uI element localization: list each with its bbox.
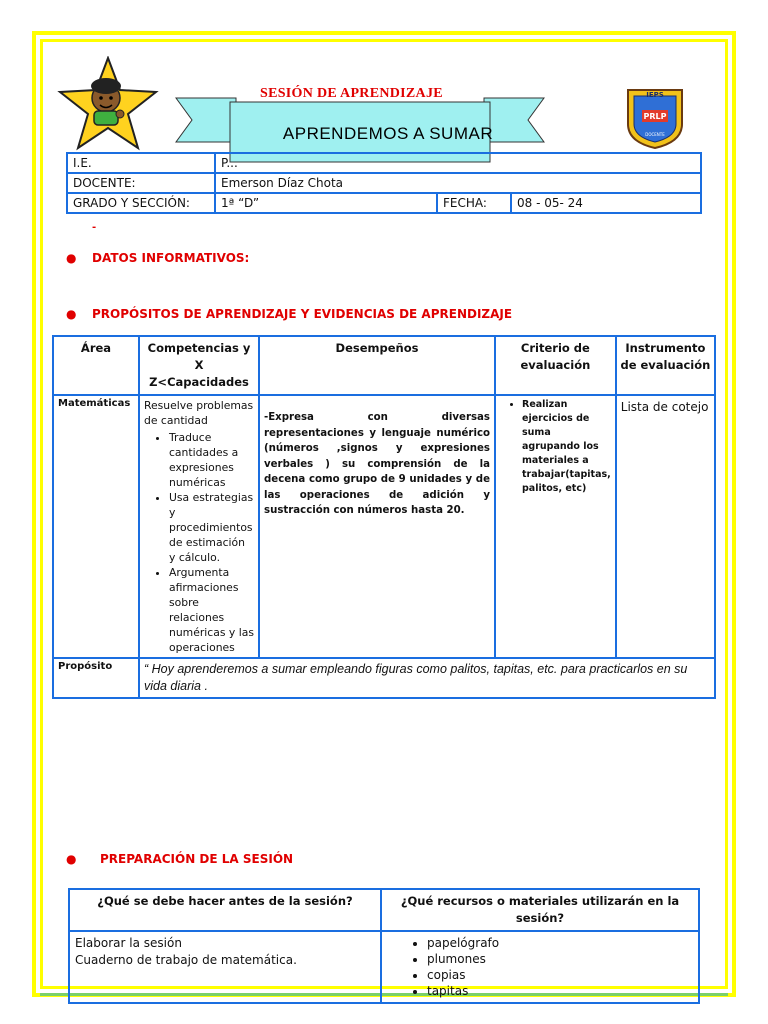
section-propositos-label: PROPÓSITOS DE APRENDIZAJE Y EVIDENCIAS DE APRENDIZAJE [92,307,513,321]
proposito-label: Propósito [53,658,139,698]
school-crest-logo [622,86,688,150]
capacidad-item: • Usa estrategias y procedimientos de estimación y cálculo. [169,490,254,565]
fecha-value: 08 - 05- 24 [511,193,701,213]
header-materials: ¿Qué recursos o materiales utilizarán en la sesión? [381,889,699,931]
before-cell [69,931,381,1003]
section-datos-label: DATOS INFORMATIVOS: [92,251,250,265]
dash-mark: - [92,222,97,233]
docente-label: DOCENTE: [67,173,215,193]
bullet-icon: ● [66,251,77,265]
materials-list [387,935,693,999]
criterio-list [500,398,611,496]
grado-label: GRADO Y SECCIÓN: [67,193,215,213]
criterio-cell [495,395,616,658]
header-before: ¿Qué se debe hacer antes de la sesión? [69,889,381,931]
crest-mid-text: PRLP [643,112,667,121]
before-item: Elaborar la sesión [75,936,182,950]
desempeno-cell [259,395,495,658]
area-cell: Matemáticas [53,395,139,658]
fecha-label: FECHA: [437,193,511,213]
header-instrumento: Instrumento de evaluación [616,336,715,395]
section-propositos [66,307,513,321]
capacidad-item: • Traduce cantidades a expresiones numéricas [169,430,254,490]
session-title: SESIÓN DE APRENDIZAJE [260,86,443,101]
section-preparacion-label: PREPARACIÓN DE LA SESIÓN [100,852,294,866]
material-item: • tapitas [427,983,693,999]
bullet-icon: ● [66,852,77,866]
material-item: • copias [427,967,693,983]
preparation-table [68,888,700,1004]
ie-value: P... [215,153,701,173]
section-datos [66,251,250,265]
competencias-cell [139,395,259,658]
desempeno-text: -Expresa con diversas representaciones y lenguaje numérico (números ,signos y expresiones verbales ) su comprensión de la decena como grupo de 9 unidades y de las operaciones de adición y sustracción con números hasta 20. [264,412,490,516]
capacidades-list [144,430,254,655]
bullet-icon: ● [66,307,77,321]
header-competencias: Competencias y X Z<Capacidades [139,336,259,395]
header-desempenos: Desempeños [259,336,495,395]
info-table [66,152,702,214]
material-item: • papelógrafo [427,935,693,951]
capacidad-item: • Argumenta afirmaciones sobre relaciones numéricas y las operaciones [169,565,254,655]
header-criterio: Criterio de evaluación [495,336,616,395]
banner-title: APRENDEMOS A SUMAR [282,124,494,143]
header-area: Área [53,336,139,395]
grado-value: 1ª “D” [215,193,437,213]
criterio-item: • Realizan ejercicios de suma agrupando los materiales a trabajar(tapitas, palitos, etc) [522,398,611,496]
star-child-logo [56,56,160,152]
purpose-table [52,335,716,699]
ie-label: I.E. [67,153,215,173]
materials-cell [381,931,699,1003]
crest-bottom-text: DOCENTE [645,132,665,137]
crest-top-text: IEPS [646,91,664,99]
docente-value: Emerson Díaz Chota [215,173,701,193]
section-preparacion [66,852,294,866]
material-item: • plumones [427,951,693,967]
instrumento-cell: Lista de cotejo [616,395,715,658]
proposito-text: “ Hoy aprenderemos a sumar empleando figuras como palitos, tapitas, etc. para practicarlos en su vida diaria . [139,658,715,698]
before-item: Cuaderno de trabajo de matemática. [75,953,297,967]
competencia-text: Resuelve problemas de cantidad [144,399,254,427]
